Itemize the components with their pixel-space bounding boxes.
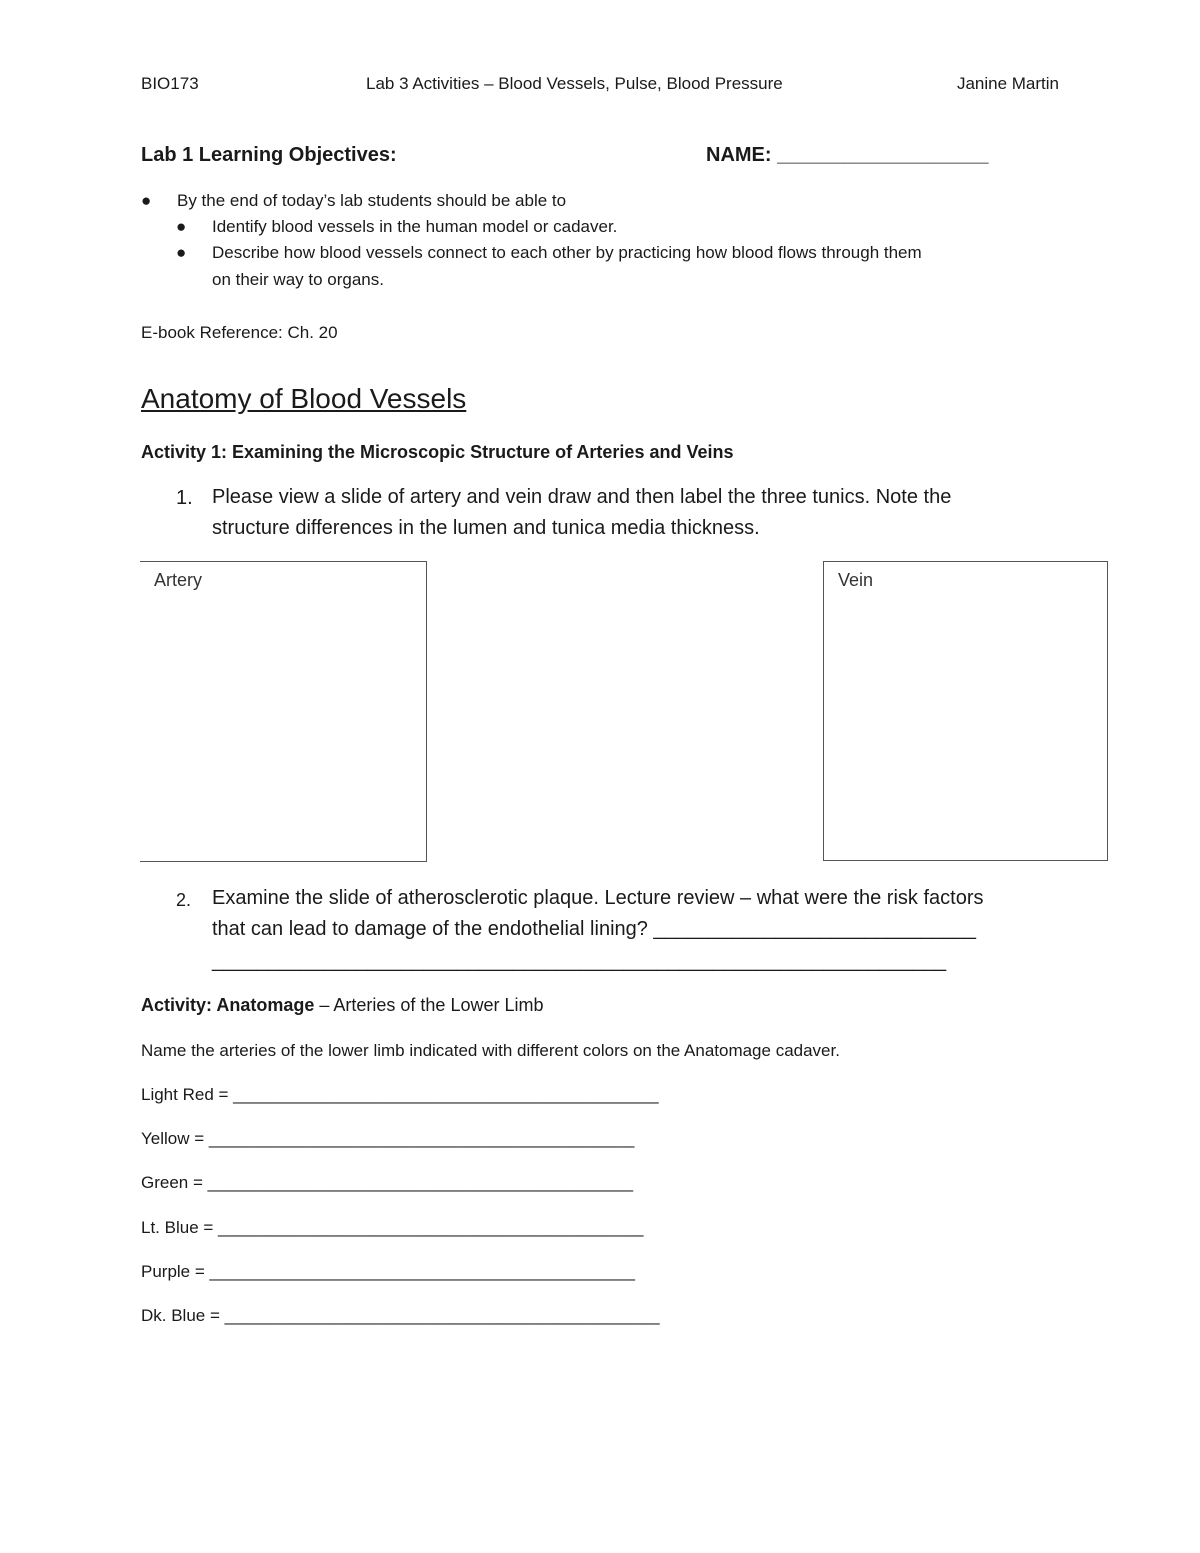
list-item: Describe how blood vessels connect to each other by practicing how blood flows through them bbox=[212, 243, 922, 262]
bullet-icon: ● bbox=[176, 243, 187, 262]
activity2-title-rest: – Arteries of the Lower Limb bbox=[314, 995, 544, 1015]
name-field[interactable]: NAME: ___________________ bbox=[706, 144, 989, 166]
vein-box-label: Vein bbox=[838, 570, 874, 590]
document-title: Lab 3 Activities – Blood Vessels, Pulse, Blood Pressure bbox=[366, 74, 783, 93]
answer-line-purple[interactable]: Purple = _____________________________________________ bbox=[141, 1262, 635, 1281]
list-item: By the end of today’s lab students should be able to bbox=[177, 191, 567, 210]
question-number: 1. bbox=[176, 487, 193, 509]
answer-line-dk-blue[interactable]: Dk. Blue = ______________________________________________ bbox=[141, 1306, 660, 1325]
ebook-reference: E-book Reference: Ch. 20 bbox=[141, 323, 338, 342]
bullet-icon: ● bbox=[141, 191, 152, 210]
section-title: Anatomy of Blood Vessels bbox=[141, 383, 467, 414]
artery-drawing-box[interactable] bbox=[140, 561, 427, 862]
question-number: 2. bbox=[176, 890, 192, 910]
answer-line-yellow[interactable]: Yellow = _____________________________________________ bbox=[141, 1129, 635, 1148]
answer-line-green[interactable]: Green = _____________________________________________ bbox=[141, 1173, 634, 1192]
answer-line[interactable]: __________________________________________________________________ bbox=[212, 950, 947, 972]
author-name: Janine Martin bbox=[956, 74, 1059, 93]
question-text-continuation: structure differences in the lumen and tunica media thickness. bbox=[212, 517, 760, 539]
artery-box-label: Artery bbox=[154, 570, 203, 590]
answer-line[interactable]: that can lead to damage of the endothelial lining? _____________________________ bbox=[212, 918, 977, 940]
list-item-continuation: on their way to organs. bbox=[212, 270, 384, 289]
activity2-instruction: Name the arteries of the lower limb indicated with different colors on the Anatomage cadaver. bbox=[141, 1041, 840, 1060]
objectives-title: Lab 1 Learning Objectives: bbox=[141, 144, 397, 166]
activity2-title bbox=[141, 995, 544, 1016]
list-item: Identify blood vessels in the human model or cadaver. bbox=[212, 217, 618, 236]
activity1-title: Activity 1: Examining the Microscopic Structure of Arteries and Veins bbox=[141, 442, 734, 462]
activity2-title-bold: Activity: Anatomage bbox=[141, 995, 315, 1015]
course-code: BIO173 bbox=[141, 74, 199, 93]
vein-drawing-box[interactable] bbox=[823, 561, 1108, 861]
bullet-icon: ● bbox=[176, 217, 187, 236]
question-text: Examine the slide of atherosclerotic plaque. Lecture review – what were the risk factors bbox=[212, 887, 984, 909]
question-text: Please view a slide of artery and vein draw and then label the three tunics. Note the bbox=[212, 486, 952, 508]
answer-line-light-red[interactable]: Light Red = _____________________________________________ bbox=[141, 1085, 659, 1104]
answer-line-lt-blue[interactable]: Lt. Blue = _____________________________________________ bbox=[141, 1218, 644, 1237]
